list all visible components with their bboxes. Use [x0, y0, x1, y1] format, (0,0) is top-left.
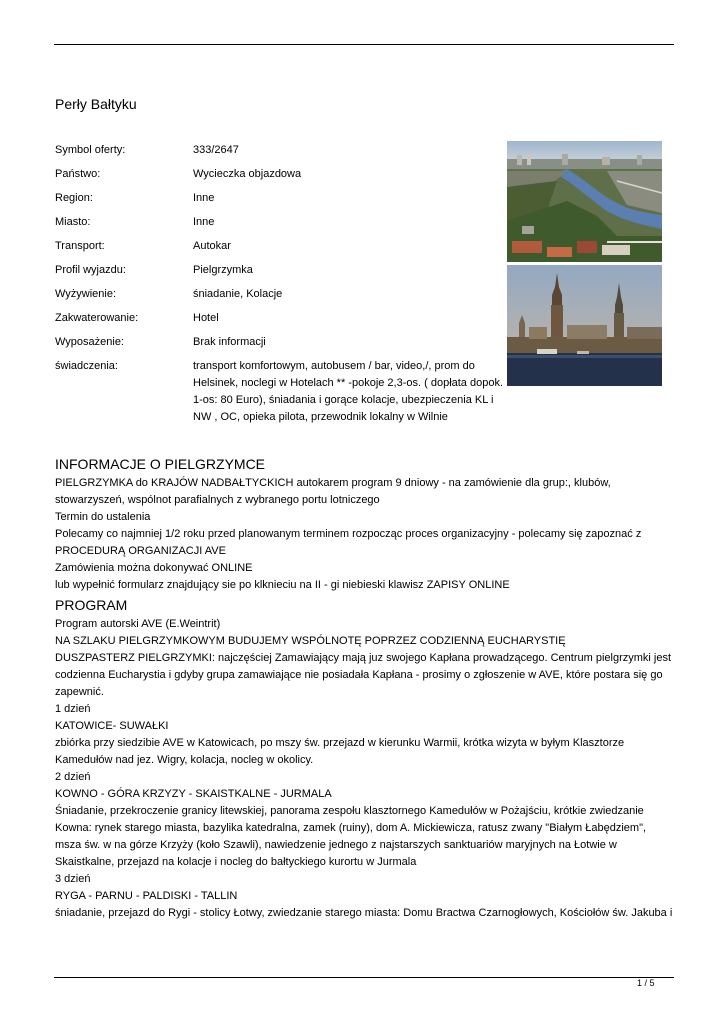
- info-heading: INFORMACJE O PIELGRZYMCE: [55, 456, 266, 472]
- header-rule: [54, 44, 674, 45]
- detail-row: [55, 286, 505, 310]
- detail-value: transport komfortowym, autobusem / bar, video,/, prom do Helsinek, noclegi w Hotelach ** -pokoje 2,3-os. ( dopłata dopok. 1-os: 80 Euro), śniadania i gorące kolacje, ubezpieczenia KL i NW , OC, opieka pilota, przewodnik lokalny w Wilnie: [193, 360, 504, 423]
- detail-value: śniadanie, Kolacje: [193, 288, 283, 300]
- city-river-photo: [507, 141, 662, 262]
- program-paragraph: NA SZLAKU PIELGRZYMKOWYM BUDUJEMY WSPÓLNOTĘ POPRZEZ CODZIENNĄ EUCHARYSTIĘ: [55, 635, 566, 647]
- detail-value: Inne: [193, 192, 215, 204]
- detail-row: [55, 262, 505, 286]
- footer-rule: [54, 977, 674, 978]
- detail-row: [55, 166, 505, 190]
- page-number: 1 / 5: [637, 978, 655, 988]
- info-paragraph: Zamówienia można dokonywać ONLINE: [55, 562, 253, 574]
- offer-description: [55, 455, 673, 922]
- program-paragraph: Program autorski AVE (E.Weintrit): [55, 618, 221, 630]
- detail-label: Region:: [55, 192, 93, 204]
- page-title: Perły Bałtyku: [55, 96, 137, 112]
- detail-label: świadczenia:: [55, 360, 118, 372]
- detail-label: Symbol oferty:: [55, 144, 126, 156]
- offer-details: [55, 142, 505, 426]
- detail-value: Hotel: [193, 312, 219, 324]
- detail-row: [55, 334, 505, 358]
- day-label: 1 dzień: [55, 703, 91, 715]
- program-heading: PROGRAM: [55, 597, 128, 613]
- detail-row: [55, 142, 505, 166]
- detail-row: [55, 358, 505, 426]
- detail-label: Zakwaterowanie:: [55, 312, 139, 324]
- info-paragraph: lub wypełnić formularz znajdujący sie po klknieciu na II - gi niebieski klawisz ZAPISY ONLINE: [55, 579, 510, 591]
- info-paragraph: PIELGRZYMKA do KRAJÓW NADBAŁTYCKICH autokarem program 9 dniowy - na zamówienie dla grup:, klubów, stowarzyszeń, wspólnot parafialnych z wybranego portu lotniczego: [55, 477, 611, 506]
- detail-row: [55, 238, 505, 262]
- day-route: RYGA - PARNU - PALDISKI - TALLIN: [55, 890, 238, 902]
- detail-value: Brak informacji: [193, 336, 266, 348]
- detail-row: [55, 214, 505, 238]
- day-route: KATOWICE- SUWAŁKI: [55, 720, 169, 732]
- detail-value: Pielgrzymka: [193, 264, 253, 276]
- detail-label: Wyposażenie:: [55, 336, 124, 348]
- detail-value: Autokar: [193, 240, 231, 252]
- church-spires-photo: [507, 265, 662, 386]
- detail-label: Wyżywienie:: [55, 288, 117, 300]
- program-paragraph: DUSZPASTERZ PIELGRZYMKI: najczęściej Zamawiający mają juz swojego Kapłana prowadzącego. Centrum pielgrzymki jest codzienna Eucharystia i gdyby grupa zamawiające nie posiadała Kapłana - prosimy o zgłoszenie w AVE, które postara się go zapewnić.: [55, 652, 672, 698]
- detail-label: Miasto:: [55, 216, 91, 228]
- info-paragraph: Polecamy co najmniej 1/2 roku przed planowanym terminem rozpocząc proces organizacyjny - polecamy się zapoznać z PROCEDURĄ ORGANIZACJI AVE: [55, 528, 642, 557]
- program-paragraph: Śniadanie, przekroczenie granicy litewskiej, panorama zespołu klasztornego Kamedułów w Pożajściu, krótkie zwiedzanie Kowna: rynek starego miasta, bazylika katedralna, zamek (ruiny), dom A. Mickiewicza, ratusz zwany "Białym Łabędziem", msza św. w na górze Krzyży (koło Szawli), nawiedzenie jednego z najstarszych sanktuariów maryjnych na Łotwie w Skaistkalne, przejazd na kolacje i nocleg do bałtyckiego kurortu w Jurmala: [55, 805, 647, 868]
- info-paragraph: Termin do ustalenia: [55, 511, 151, 523]
- detail-label: Profil wyjazdu:: [55, 264, 126, 276]
- detail-label: Transport:: [55, 240, 105, 252]
- day-label: 3 dzień: [55, 873, 91, 885]
- detail-row: [55, 310, 505, 334]
- program-paragraph: zbiórka przy siedzibie AVE w Katowicach, po mszy św. przejazd w kierunku Warmii, krótka wizyta w byłym Klasztorze Kamedułów nad jez. Wigry, kolacja, nocleg w okolicy.: [55, 737, 625, 766]
- day-route: KOWNO - GÓRA KRZYZY - SKAISTKALNE - JURMALA: [55, 788, 332, 800]
- detail-value: 333/2647: [193, 144, 239, 156]
- day-label: 2 dzień: [55, 771, 91, 783]
- detail-value: Wycieczka objazdowa: [193, 168, 302, 180]
- detail-row: [55, 190, 505, 214]
- detail-value: Inne: [193, 216, 215, 228]
- program-paragraph: śniadanie, przejazd do Rygi - stolicy Łotwy, zwiedzanie starego miasta: Domu Bractwa Czarnogłowych, Kościołów św. Jakuba i: [55, 907, 673, 919]
- detail-label: Państwo:: [55, 168, 101, 180]
